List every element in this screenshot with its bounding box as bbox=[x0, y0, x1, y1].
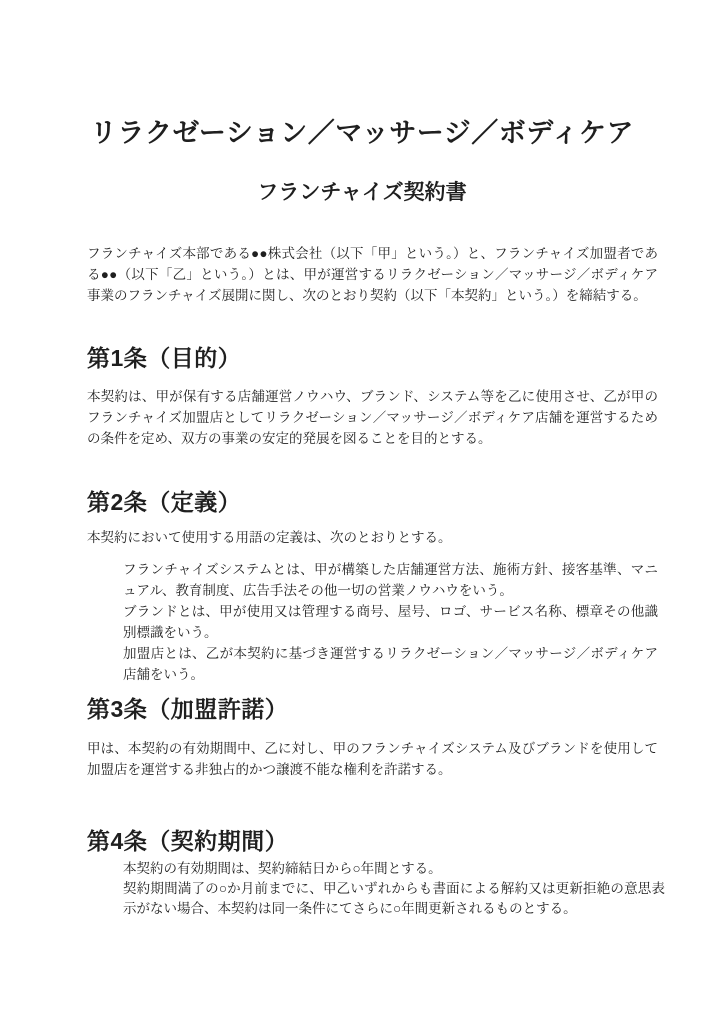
term-item-renewal: 契約期間満了の○か月前までに、甲乙いずれからも書面による解約又は更新拒絶の意思表示がない場合、本契約は同一条件にてさらに○年間更新されるものとする。 bbox=[123, 881, 665, 916]
article-4-heading: 第4条（契約期間） bbox=[87, 828, 289, 854]
definition-item-brand: ブランドとは、甲が使用又は管理する商号、屋号、ロゴ、サービス名称、標章その他識別標識をいう。 bbox=[123, 604, 658, 640]
document-subtitle: フランチャイズ契約書 bbox=[257, 181, 467, 204]
document-title: リラクゼーション／マッサージ／ボディケア bbox=[89, 118, 635, 148]
article-3-heading: 第3条（加盟許諾） bbox=[87, 696, 289, 722]
article-4-term-list bbox=[123, 859, 665, 919]
article-1-body: 本契約は、甲が保有する店舗運営ノウハウ、ブランド、システム等を乙に使用させ、乙が甲のフランチャイズ加盟店としてリラクゼーション／マッサージ／ボディケア店舗を運営するための条件を定め、双方の事業の安定的発展を図ることを目的とする。 bbox=[87, 389, 658, 446]
article-1-heading: 第1条（目的） bbox=[87, 345, 242, 371]
preamble-paragraph: フランチャイズ本部である●●株式会社（以下「甲」という。）と、フランチャイズ加盟者である●●（以下「乙」という。）とは、甲が運営するリラクゼーション／マッサージ／ボディケア事業のフランチャイズ展開に関し、次のとおり契約（以下「本契約」という。）を締結する。 bbox=[87, 246, 658, 303]
article-2-body: 本契約において使用する用語の定義は、次のとおりとする。 bbox=[87, 530, 452, 545]
definition-item-member-store: 加盟店とは、乙が本契約に基づき運営するリラクゼーション／マッサージ／ボディケア店舗をいう。 bbox=[123, 646, 658, 682]
term-item-duration: 本契約の有効期間は、契約締結日から○年間とする。 bbox=[123, 861, 442, 876]
definition-item-franchise-system: フランチャイズシステムとは、甲が構築した店舗運営方法、施術方針、接客基準、マニュアル、教育制度、広告手法その他一切の営業ノウハウをいう。 bbox=[123, 562, 658, 598]
article-3-body: 甲は、本契約の有効期間中、乙に対し、甲のフランチャイズシステム及びブランドを使用して加盟店を運営する非独占的かつ譲渡不能な権利を許諾する。 bbox=[87, 741, 658, 777]
article-2-heading: 第2条（定義） bbox=[87, 489, 242, 515]
article-2-definition-list bbox=[123, 559, 658, 685]
